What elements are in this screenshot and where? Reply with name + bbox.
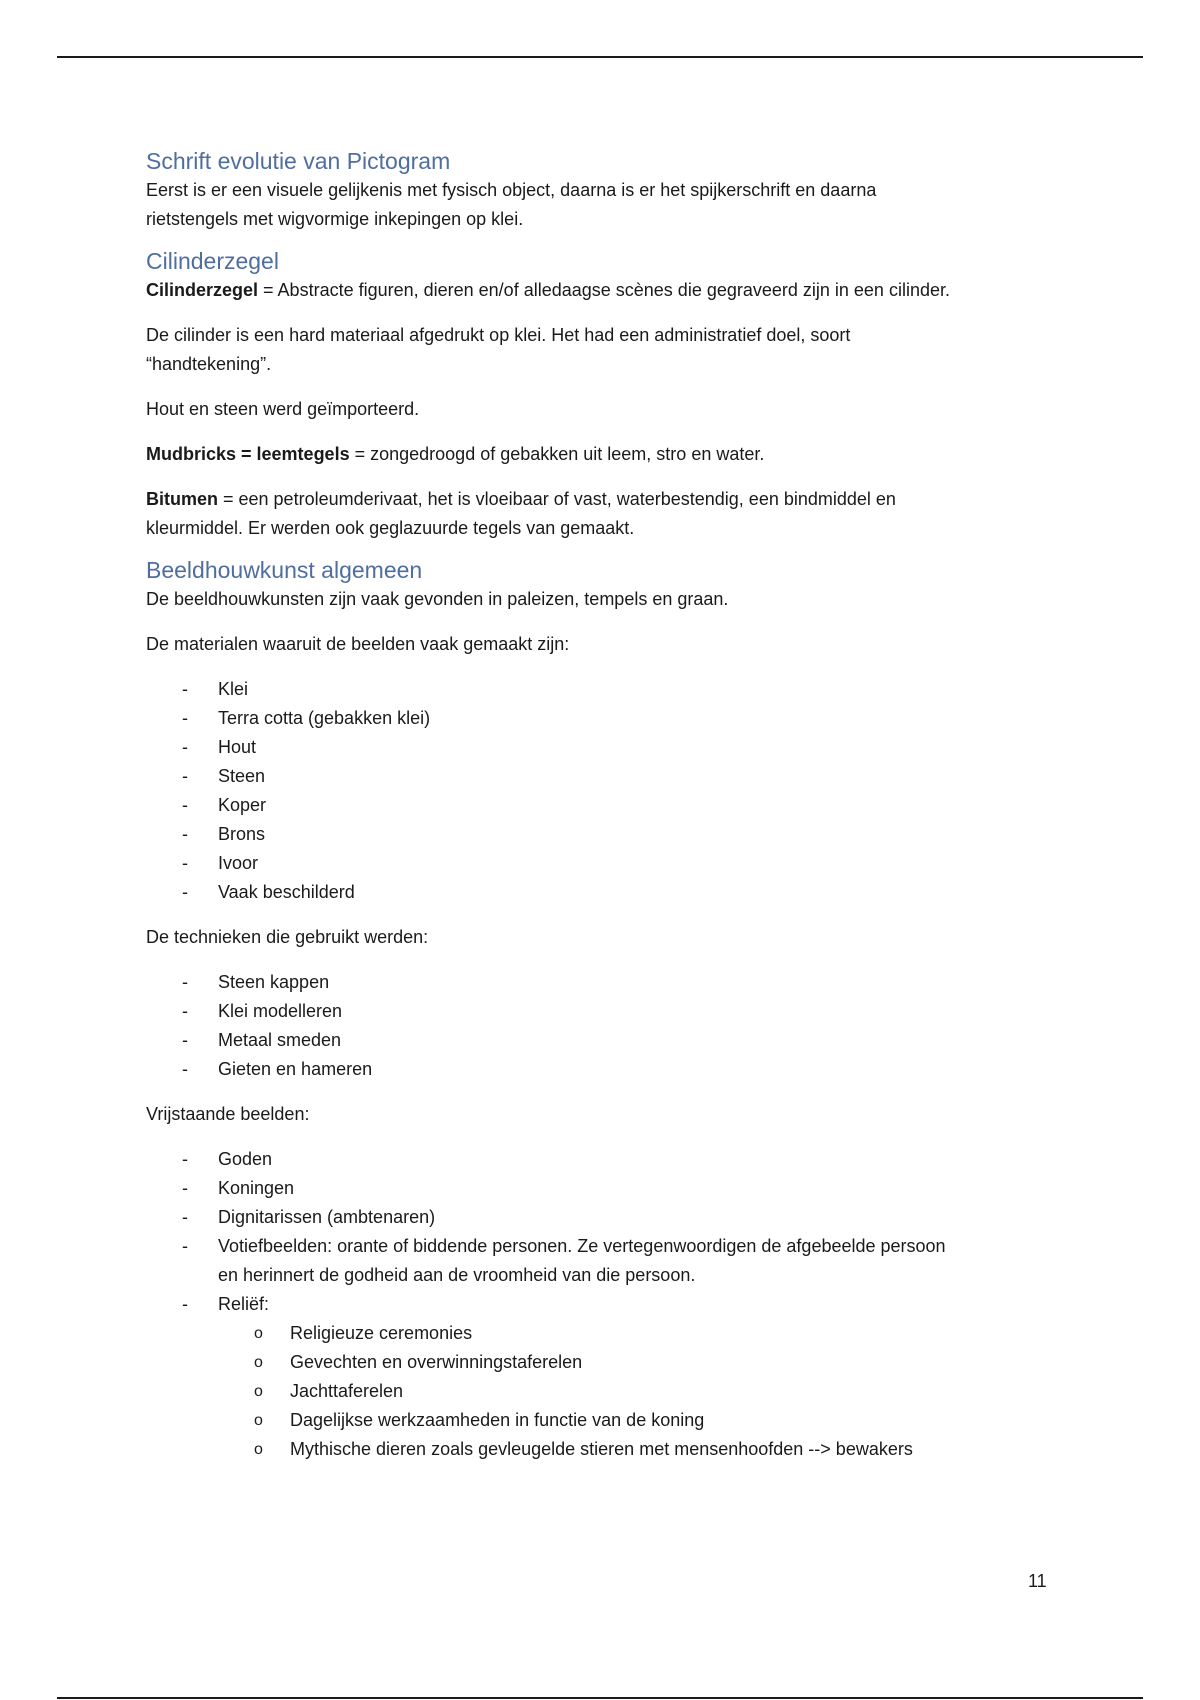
term-mudbricks: Mudbricks = leemtegels <box>146 444 350 464</box>
footer-rule <box>57 1697 1143 1699</box>
heading-cilinderzegel: Cilinderzegel <box>146 248 279 274</box>
list-item: - Vaak beschilderd <box>182 882 355 902</box>
definition-text: kleurmiddel. Er werden ook geglazuurde tegels van gemaakt. <box>146 518 635 538</box>
techniques-intro: De technieken die gebruikt werden: <box>146 927 429 947</box>
list-item: - Gieten en hameren <box>182 1059 373 1079</box>
paragraph-hout-steen: Hout en steen werd geïmporteerd. <box>146 399 420 419</box>
freestanding-list <box>146 1145 1066 1464</box>
definition-mudbricks <box>146 440 1066 469</box>
paragraph-line: Eerst is er een visuele gelijkenis met fysisch object, daarna is er het spijkerschrift en daarna <box>146 180 877 200</box>
list-item: - Steen <box>182 766 266 786</box>
list-item-votief: - Votiefbeelden: orante of biddende personen. Ze vertegenwoordigen de afgebeelde persoon en herinnert de godheid aan de vroomheid van die persoon. <box>182 1236 946 1285</box>
relief-sublist <box>218 1319 1066 1464</box>
document-body <box>146 146 1066 1464</box>
sublist-item: o Mythische dieren zoals gevleugelde stieren met mensenhoofden --> bewakers <box>254 1439 913 1459</box>
list-item: - Metaal smeden <box>182 1030 342 1050</box>
list-item: - Steen kappen <box>182 972 330 992</box>
sublist-item: o Dagelijkse werkzaamheden in functie van de koning <box>254 1410 705 1430</box>
list-item: - Ivoor <box>182 853 259 873</box>
paragraph-beeldhouwkunst-intro: De beeldhouwkunsten zijn vaak gevonden in paleizen, tempels en graan. <box>146 589 729 609</box>
list-item: - Dignitarissen (ambtenaren) <box>182 1207 436 1227</box>
term-cilinderzegel: Cilinderzegel <box>146 280 259 300</box>
definition-text: = zongedroogd of gebakken uit leem, stro en water. <box>349 444 765 464</box>
sublist-item: o Religieuze ceremonies <box>254 1323 473 1343</box>
definition-bitumen <box>146 485 1066 543</box>
sublist-item: o Gevechten en overwinningstaferelen <box>254 1352 583 1372</box>
paragraph-schrift <box>146 176 1066 234</box>
page-number: 11 <box>1028 1571 1047 1591</box>
list-item: - Hout <box>182 737 257 757</box>
list-item: - Koper <box>182 795 267 815</box>
heading-schrift-evolutie: Schrift evolutie van Pictogram <box>146 148 451 174</box>
list-item: - Terra cotta (gebakken klei) <box>182 708 431 728</box>
definition-text: = Abstracte figuren, dieren en/of alledaagse scènes die gegraveerd zijn in een cilinder. <box>258 280 950 300</box>
definition-cilinderzegel <box>146 276 1066 305</box>
paragraph-line: rietstengels met wigvormige inkepingen op klei. <box>146 209 524 229</box>
list-item: - Koningen <box>182 1178 295 1198</box>
list-item: - Brons <box>182 824 266 844</box>
list-item: - Goden <box>182 1149 273 1169</box>
list-item-relief: - Reliëf: o Religieuze ceremonies o Gevechten en overwinningstaferelen o Jachttaferelen o Dagelijkse werkzaamheden in functie van de koning o Mythische dieren zoals gevleugelde stieren met mensenhoofden --> bewakers <box>146 1290 1066 1464</box>
materials-list <box>146 675 1066 907</box>
sublist-item: o Jachttaferelen <box>254 1381 404 1401</box>
list-item: - Klei modelleren <box>182 1001 343 1021</box>
list-item: - Klei <box>182 679 249 699</box>
paragraph-line: “handtekening”. <box>146 354 272 374</box>
heading-beeldhouwkunst: Beeldhouwkunst algemeen <box>146 557 423 583</box>
techniques-list <box>146 968 1066 1084</box>
paragraph-cilinder <box>146 321 1066 379</box>
definition-text: = een petroleumderivaat, het is vloeibaar of vast, waterbestendig, een bindmiddel en <box>218 489 896 509</box>
materials-intro: De materialen waaruit de beelden vaak gemaakt zijn: <box>146 634 570 654</box>
freestanding-intro: Vrijstaande beelden: <box>146 1104 310 1124</box>
paragraph-line: De cilinder is een hard materiaal afgedrukt op klei. Het had een administratief doel, soort <box>146 325 851 345</box>
term-bitumen: Bitumen <box>146 489 218 509</box>
header-rule <box>57 56 1143 58</box>
